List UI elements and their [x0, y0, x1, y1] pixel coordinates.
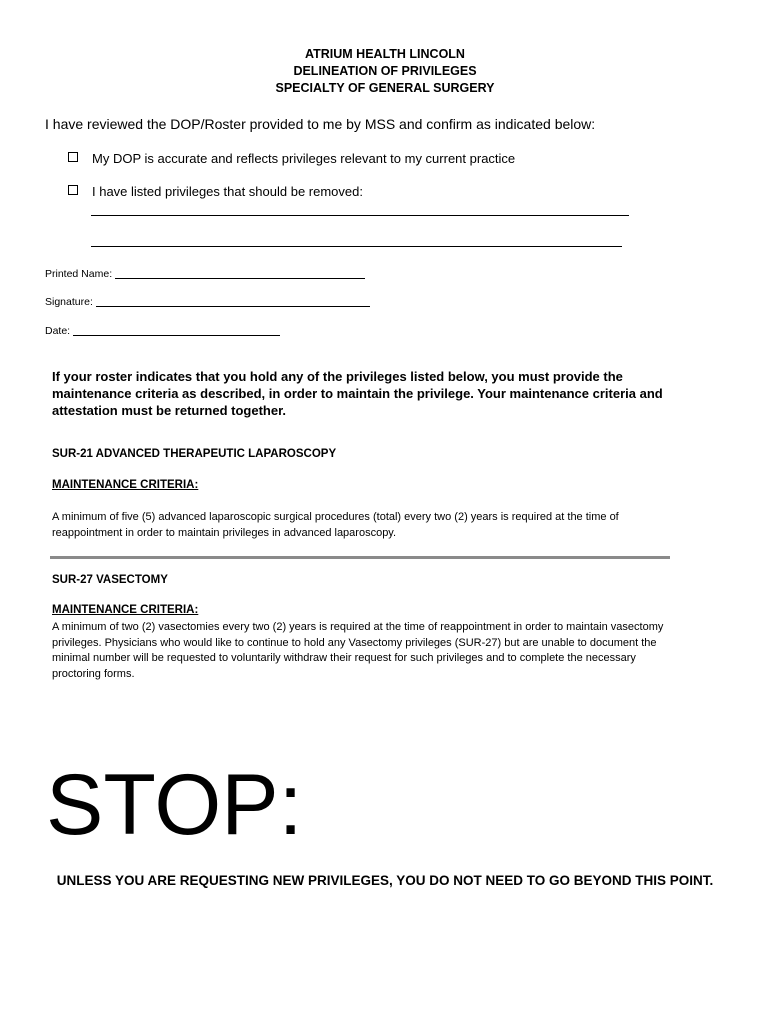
maintenance-notice: If your roster indicates that you hold any of the privileges listed below, you must provide the maintenance criteria as described, in order to maintain the privilege. Your maintenance criteria and attestation must be returned together. — [52, 369, 663, 418]
printed-name-label: Printed Name: — [45, 268, 113, 280]
checkbox-square-icon[interactable] — [68, 152, 78, 162]
date-line[interactable] — [73, 335, 280, 336]
date-label: Date: — [45, 325, 71, 337]
removal-line-2[interactable] — [91, 246, 622, 247]
checkbox-label: My DOP is accurate and reflects privileges relevant to my current practice — [92, 151, 516, 166]
checkbox-remove-privileges[interactable] — [68, 184, 363, 199]
checkbox-square-icon[interactable] — [68, 185, 78, 195]
stop-heading: STOP: — [46, 757, 303, 853]
checkbox-label: I have listed privileges that should be removed: — [92, 184, 363, 199]
date-field[interactable] — [45, 325, 280, 337]
sur27-heading: SUR-27 VASECTOMY — [52, 574, 168, 586]
title-line-1: ATRIUM HEALTH LINCOLN — [305, 47, 465, 61]
sur21-criteria-text: A minimum of five (5) advanced laparoscopic surgical procedures (total) every two (2) years is required at the time of reappointment in order to maintain privileges in advanced laparoscopy. — [52, 511, 619, 539]
printed-name-field[interactable] — [45, 268, 365, 280]
checkbox-dop-accurate[interactable] — [68, 151, 515, 166]
title-line-3: SPECIALTY OF GENERAL SURGERY — [275, 81, 495, 95]
sur27-criteria-label: MAINTENANCE CRITERIA: — [52, 604, 199, 616]
sur21-criteria-label: MAINTENANCE CRITERIA: — [52, 479, 199, 491]
removal-line-1[interactable] — [91, 215, 629, 216]
final-notice: UNLESS YOU ARE REQUESTING NEW PRIVILEGES, YOU DO NOT NEED TO GO BEYOND THIS POINT. — [56, 873, 714, 888]
printed-name-line[interactable] — [115, 278, 365, 279]
signature-label: Signature: — [45, 296, 93, 308]
signature-line[interactable] — [96, 306, 370, 307]
section-divider — [50, 556, 670, 559]
sur21-heading: SUR-21 ADVANCED THERAPEUTIC LAPAROSCOPY — [52, 448, 337, 460]
title-line-2: DELINEATION OF PRIVILEGES — [293, 64, 477, 78]
sur27-criteria-text: A minimum of two (2) vasectomies every two (2) years is required at the time of reappointment in order to maintain vasectomy privileges. Physicians who would like to continue to hold any Vasectomy privileges (SUR-27) but are unable to document the minimal number will be requested to voluntarily withdraw their request for such privileges and to complete the necessary proctoring forms. — [52, 621, 664, 680]
signature-field[interactable] — [45, 296, 370, 308]
intro-text: I have reviewed the DOP/Roster provided to me by MSS and confirm as indicated below: — [45, 116, 596, 132]
